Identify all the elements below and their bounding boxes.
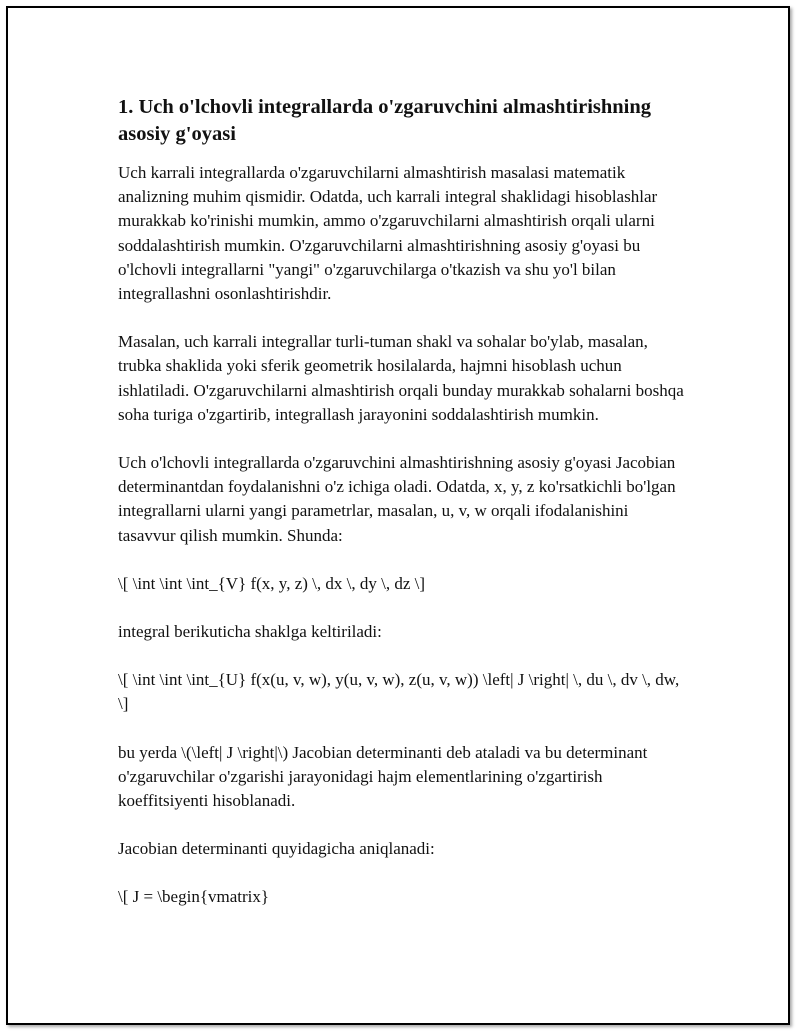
formula-original-integral: \[ \int \int \int_{V} f(x, y, z) \, dx \, dy \, dz \] [118, 573, 426, 593]
paragraph-jacobian-intro: Jacobian determinanti quyidagicha aniqlanadi: [118, 839, 435, 859]
section-heading: 1. Uch o'lchovli integrallarda o'zgaruvchini almashtirishning asosiy g'oyasi [118, 96, 652, 145]
paragraph-example: Masalan, uch karrali integrallar turli-tuman shakl va sohalar bo'ylab, masalan, trubka shaklida yoki sferik geometrik hosilalarda, hajmni hisoblash uchun ishlatiladi. O'zgaruvchilarni almashtirish orqali bunday murakkab sohalarni boshqa soha turiga o'zgartirib, integrallash jarayonini soddalashtirish mumkin. [118, 332, 684, 424]
formula-transformed-integral: \[ \int \int \int_{U} f(x(u, v, w), y(u, v, w), z(u, v, w)) \left| J \right| \, du \, dv \, dw, \] [118, 670, 680, 714]
document-body [118, 94, 688, 934]
formula-jacobian-start: \[ J = \begin{vmatrix} [118, 887, 270, 907]
paragraph-transition: integral berikuticha shaklga keltiriladi: [118, 622, 382, 642]
paragraph-jacobian-definition: bu yerda \(\left| J \right|\) Jacobian determinanti deb ataladi va bu determinant o'zgaruvchilar o'zgarishi jarayonidagi hajm elementlarining o'zgartirish koeffitsiyenti hisoblanadi. [118, 742, 648, 811]
paragraph-intro: Uch karrali integrallarda o'zgaruvchilarni almashtirish masalasi matematik analizning muhim qismidir. Odatda, uch karrali integral shaklidagi hisoblashlar murakkab ko'rinishi mumkin, ammo o'zgaruvchilarni almashtirish orqali ularni soddalashtirish mumkin. O'zgaruvchilarni almashtirishning asosiy g'oyasi bu o'lchovli integrallarni "yangi" o'zgaruvchilarga o'tkazish va shu yo'l bilan integrallashni osonlashtirishdir. [118, 163, 658, 304]
paragraph-jacobian-idea: Uch o'lchovli integrallarda o'zgaruvchini almashtirishning asosiy g'oyasi Jacobian determinantdan foydalanishni o'z ichiga oladi. Odatda, x, y, z ko'rsatkichli bo'lgan integrallarni ularni yangi parametrlar, masalan, u, v, w orqali ifodalanishini tasavvur qilish mumkin. Shunda: [118, 453, 676, 545]
